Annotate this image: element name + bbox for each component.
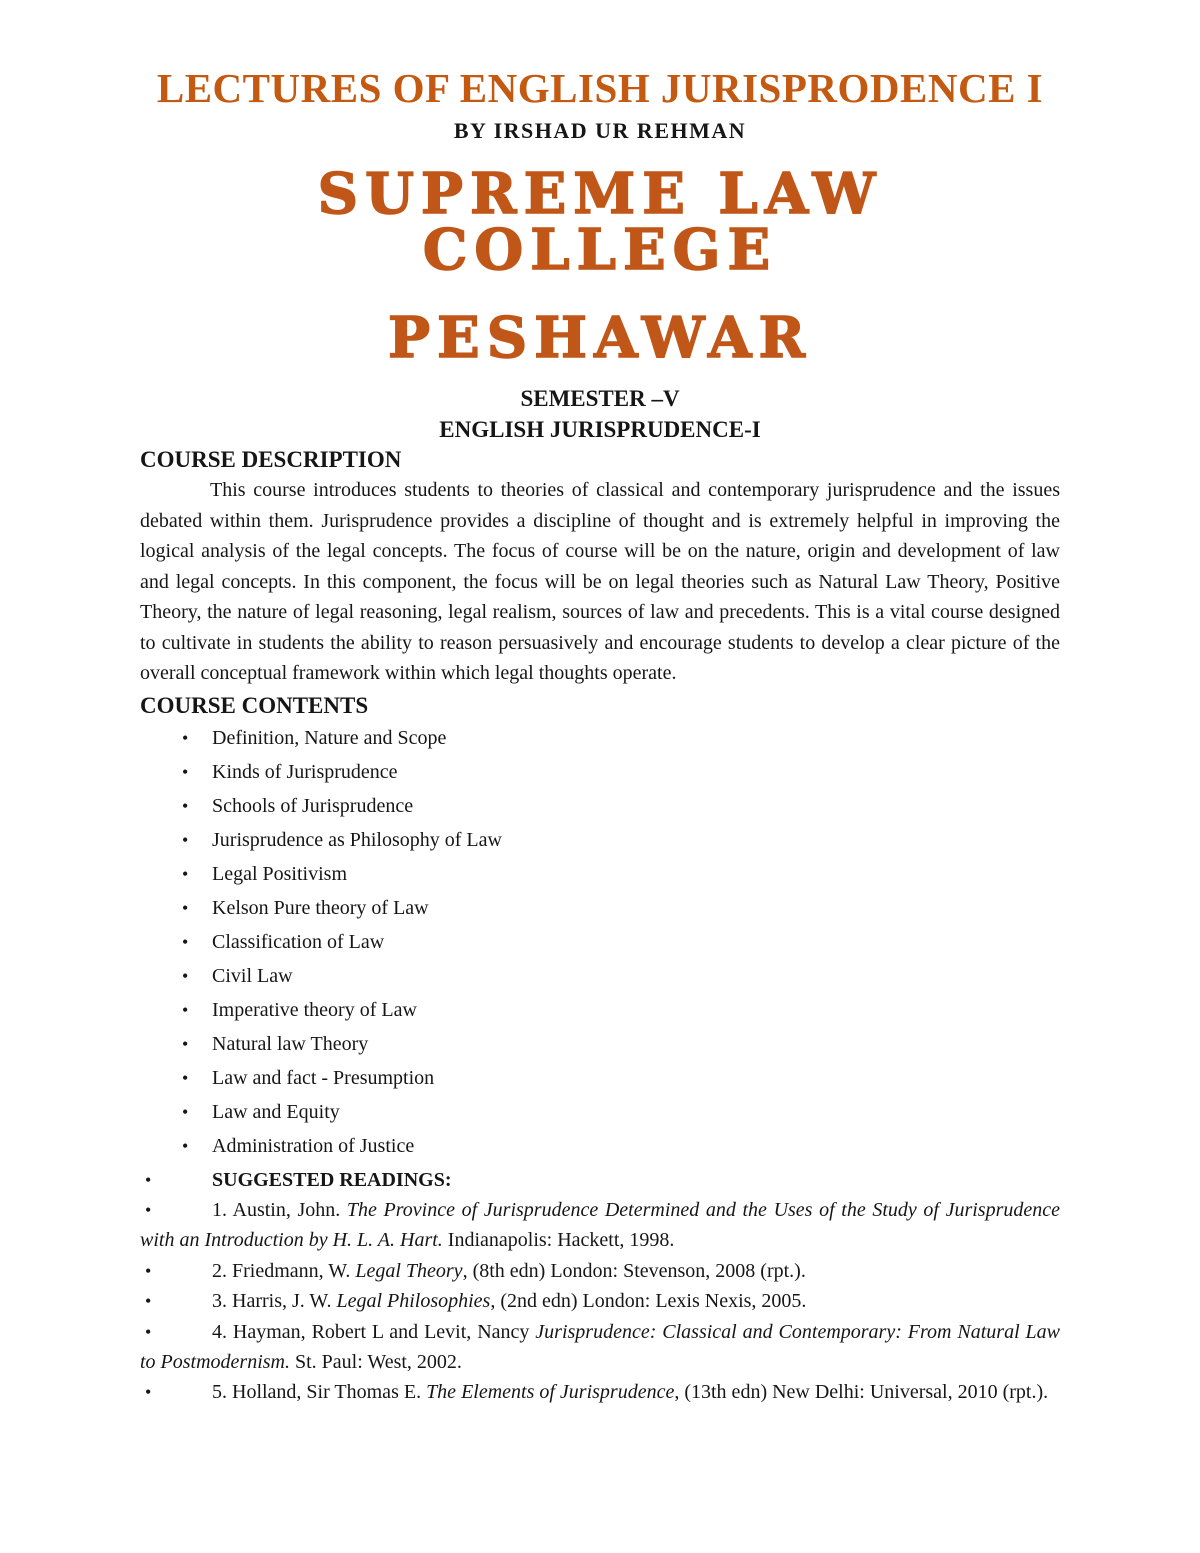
content-list-item — [140, 891, 1060, 925]
content-item-label: Administration of Justice — [212, 1134, 415, 1157]
bullet-icon: • — [145, 1321, 152, 1342]
reading-citation-text: 3. Harris, J. W. — [212, 1290, 337, 1313]
college-name-line1: SUPREME LAW COLLEGE — [317, 161, 883, 284]
bullet-icon: • — [145, 1291, 152, 1312]
author-byline: BY IRSHAD UR REHMAN — [453, 118, 747, 144]
content-item-label: Kelson Pure theory of Law — [212, 896, 429, 919]
content-item-label: Imperative theory of Law — [212, 998, 417, 1021]
reading-citation-title: The Province of Jurisprudence Determined and the Uses of the Study of Jurisprudence with an Introduction by H. L. A. Hart. — [140, 1199, 1060, 1252]
bullet-icon: • — [182, 897, 189, 918]
content-item-label: Civil Law — [212, 964, 293, 987]
content-list-item — [140, 959, 1060, 993]
suggested-readings-heading-row — [140, 1165, 1060, 1195]
content-item-label: Kinds of Jurisprudence — [212, 760, 398, 783]
course-contents-section — [140, 693, 1060, 1163]
bullet-icon: • — [182, 1135, 189, 1156]
content-item-label: Definition, Nature and Scope — [212, 726, 447, 749]
reading-item — [140, 1317, 1060, 1378]
content-list-item — [140, 1095, 1060, 1129]
bullet-icon: • — [182, 795, 189, 816]
reading-citation-text: , (8th edn) London: Stevenson, 2008 (rpt.). — [462, 1259, 806, 1282]
reading-item — [140, 1286, 1060, 1316]
content-list-item — [140, 1061, 1060, 1095]
semester-line: SEMESTER –V — [520, 386, 680, 412]
bullet-icon: • — [182, 863, 189, 884]
content-item-label: Law and Equity — [212, 1100, 340, 1123]
course-name-line: ENGLISH JURISPRUDENCE-I — [439, 417, 761, 443]
bullet-icon: • — [145, 1382, 152, 1403]
course-description-heading: COURSE DESCRIPTION — [140, 447, 402, 473]
bullet-icon: • — [182, 999, 189, 1020]
document-header — [140, 66, 1060, 443]
reading-citation-text: Indianapolis: Hackett, 1998. — [442, 1229, 675, 1252]
reading-citation-text: 1. Austin, John. — [212, 1199, 347, 1221]
bullet-icon: • — [182, 1101, 189, 1122]
reading-item — [140, 1195, 1060, 1256]
reading-item — [140, 1256, 1060, 1286]
course-contents-heading: COURSE CONTENTS — [140, 692, 369, 718]
content-list-item — [140, 993, 1060, 1027]
content-item-label: Natural law Theory — [212, 1032, 369, 1055]
course-description-section — [140, 447, 1060, 689]
reading-citation-text: , (13th edn) New Delhi: Universal, 2010 (rpt.). — [674, 1381, 1049, 1404]
content-list-item — [140, 1027, 1060, 1061]
reading-citation-title: The Elements of Jurisprudence — [426, 1381, 675, 1404]
bullet-icon: • — [182, 931, 189, 952]
content-list-item — [140, 755, 1060, 789]
bullet-icon: • — [182, 1067, 189, 1088]
content-list-item — [140, 1129, 1060, 1163]
reading-item — [140, 1377, 1060, 1407]
reading-citation-text: 5. Holland, Sir Thomas E. — [212, 1381, 427, 1404]
college-name-line2: PESHAWAR — [387, 305, 813, 372]
suggested-readings-section — [140, 1165, 1060, 1408]
content-list-item — [140, 823, 1060, 857]
bullet-icon: • — [145, 1200, 152, 1220]
content-item-label: Schools of Jurisprudence — [212, 794, 414, 817]
page-title: LECTURES OF ENGLISH JURISPRODENCE I — [156, 65, 1044, 111]
reading-citation-text: 4. Hayman, Robert L and Levit, Nancy — [212, 1320, 536, 1343]
content-list-item — [140, 789, 1060, 823]
suggested-readings-heading: SUGGESTED READINGS: — [212, 1168, 452, 1191]
reading-citation-title: Jurisprudence: Classical and Contemporary: From Natural Law to Postmodernism. — [140, 1320, 1060, 1374]
bullet-icon: • — [182, 761, 189, 782]
content-list-item — [140, 857, 1060, 891]
bullet-icon: • — [182, 727, 189, 748]
reading-citation-title: Legal Theory — [355, 1259, 463, 1282]
bullet-icon: • — [145, 1260, 152, 1281]
content-item-label: Law and fact - Presumption — [212, 1066, 435, 1089]
content-list-item — [140, 721, 1060, 755]
content-item-label: Legal Positivism — [212, 862, 347, 885]
bullet-icon: • — [182, 829, 189, 850]
bullet-icon: • — [182, 1033, 189, 1054]
reading-citation-text: 2. Friedmann, W. — [212, 1259, 356, 1282]
bullet-icon: • — [182, 965, 189, 986]
course-description-body: This course introduces students to theories of classical and contemporary jurisprudence and the issues debated within them. Jurisprudence provides a discipline of thought and is extremely helpful in improving the logical analysis of the legal concepts. The focus of course will be on the nature, origin and development of law and legal concepts. In this component, the focus will be on legal theories such as Natural Law Theory, Positive Theory, the nature of legal reasoning, legal realism, sources of law and precedents. This is a vital course designed to cultivate in students the ability to reason persuasively and encourage students to develop a clear picture of the overall conceptual framework within which legal thoughts operate. — [140, 479, 1060, 685]
college-name-block — [140, 161, 1060, 372]
content-list-item — [140, 925, 1060, 959]
content-item-label: Jurisprudence as Philosophy of Law — [212, 828, 502, 851]
content-item-label: Classification of Law — [212, 930, 385, 953]
reading-citation-title: Legal Philosophies — [336, 1290, 491, 1313]
reading-citation-text: St. Paul: West, 2002. — [290, 1351, 462, 1374]
reading-citation-text: , (2nd edn) London: Lexis Nexis, 2005. — [490, 1290, 807, 1313]
bullet-icon: • — [145, 1169, 152, 1190]
